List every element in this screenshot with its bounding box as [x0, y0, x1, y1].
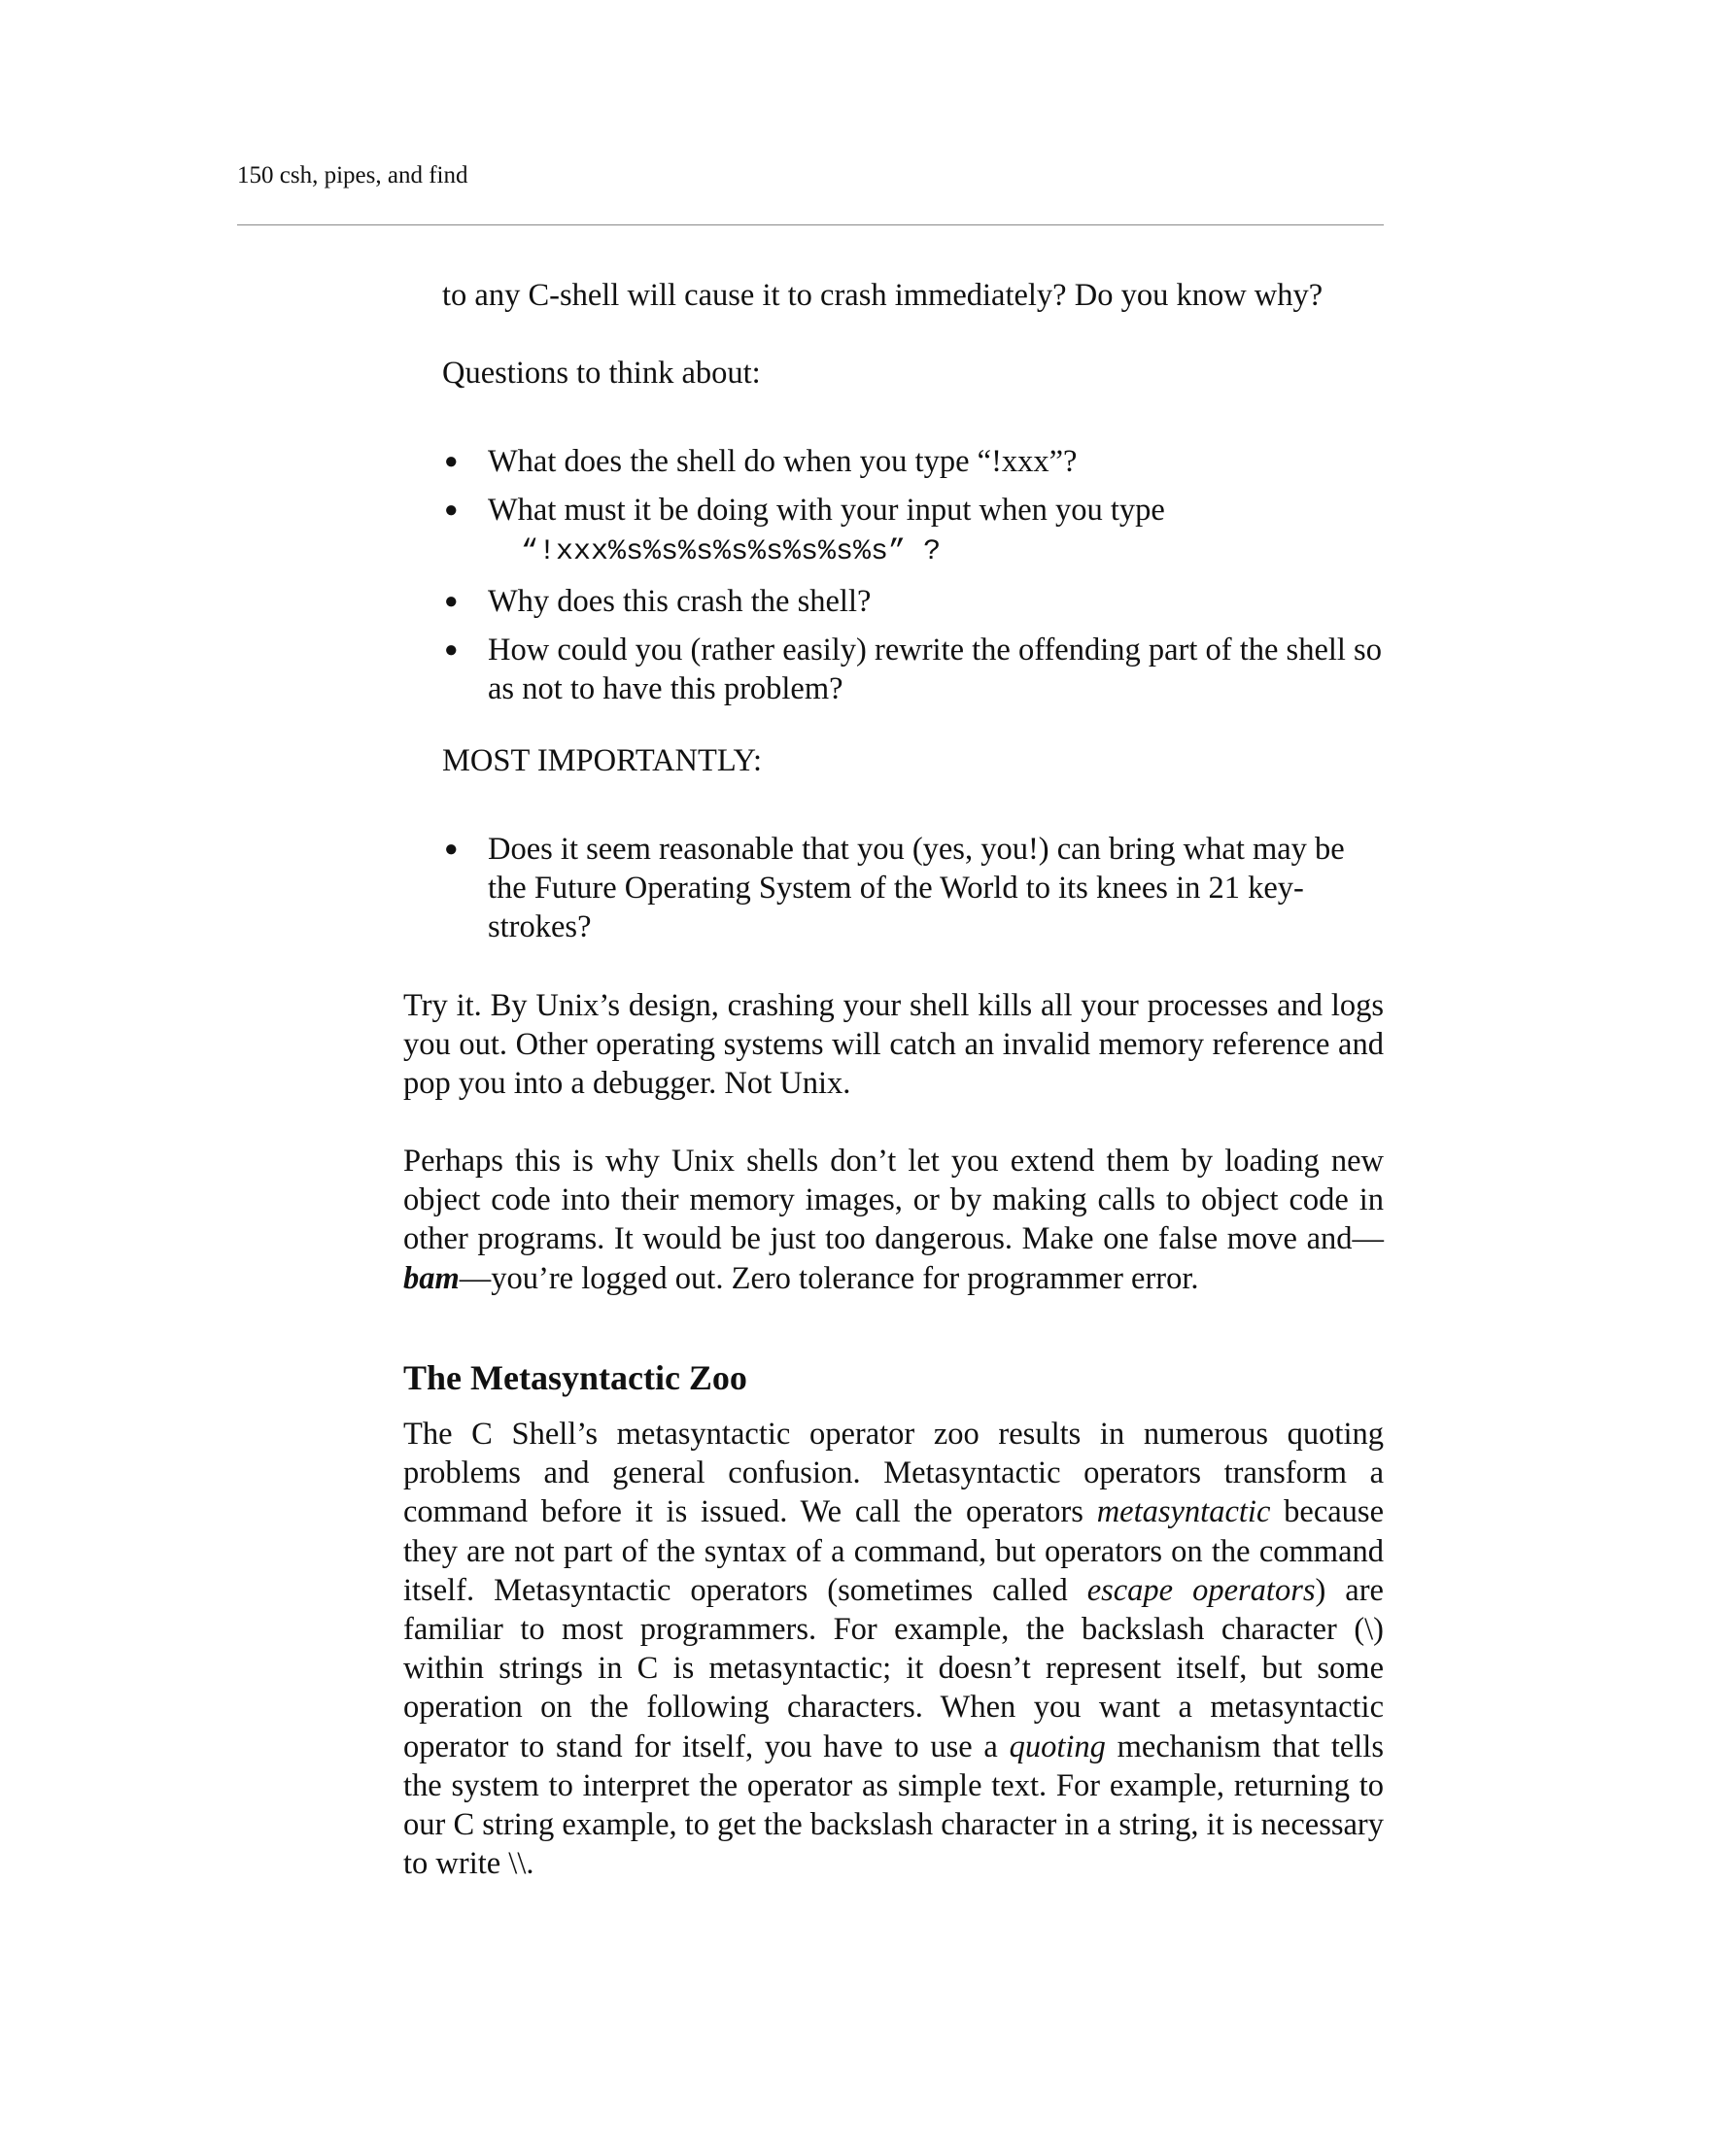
list-item — [442, 442, 1384, 481]
important-label — [442, 741, 1384, 780]
list-item — [442, 582, 1384, 621]
zoo-emphasis-3: quoting — [1009, 1728, 1106, 1764]
bullet-icon: ● — [444, 449, 459, 474]
list-item — [442, 830, 1384, 947]
bullet-icon: ● — [444, 497, 459, 524]
questions-list — [442, 442, 1384, 708]
input-example: “!xxx%s%s%s%s%s%s%s%s” ? — [521, 535, 942, 569]
bullet-icon: ● — [444, 636, 459, 663]
paragraph-perhaps-text — [403, 1142, 1384, 1298]
paragraph-try — [403, 986, 1384, 1104]
perhaps-after: —you’re logged out. Zero tolerance for programmer error. — [459, 1260, 1199, 1296]
bullet-icon: ● — [444, 588, 459, 614]
perhaps-before: Perhaps this is why Unix shells don’t let you extend them by loading new object code into their memory images, or by making calls to object code in other programs. It would be just too dangerous. Make one false move and— — [403, 1144, 1384, 1257]
header-rule — [237, 224, 1384, 225]
zoo-part-2: because they are not part of the syntax of a command, but operators on the command itself. Metasyntactic operators (sometimes called — [403, 1494, 1384, 1608]
zoo-part-3: ) are familiar to most programmers. For example, the backslash character (\) within strings in C is metasyntactic; it doesn’t represent itself, but some operation on the following characters. When you want a metasyntactic operator to stand for itself, you have to use a — [403, 1572, 1384, 1764]
question-text: Why does this crash the shell? — [488, 583, 872, 619]
intro-line — [442, 276, 1384, 315]
paragraph-zoo — [403, 1415, 1384, 1883]
paragraph-zoo-text — [403, 1415, 1384, 1883]
question-text: What must it be doing with your input when you type — [488, 493, 1165, 529]
paragraph-perhaps — [403, 1142, 1384, 1298]
important-list — [442, 830, 1384, 947]
important-text: Does it seem reasonable that you (yes, you!) can bring what may be the Future Operating System of the World to its knees in 21 key-strokes? — [488, 832, 1345, 945]
list-item — [442, 491, 1384, 571]
zoo-emphasis-1: metasyntactic — [1096, 1494, 1271, 1530]
section-heading: The Metasyntactic Zoo — [403, 1358, 747, 1397]
zoo-part-1: The C Shell’s metasyntactic operator zoo results in numerous quoting problems and general confusion. Metasyntactic operators transform a command before it is issued. We call the operators — [403, 1417, 1384, 1530]
running-head: 150 csh, pipes, and find — [237, 162, 468, 188]
questions-label-text: Questions to think about: — [442, 356, 761, 391]
question-text: What does the shell do when you type “!xxx”? — [488, 444, 1078, 479]
paragraph-try-text: Try it. By Unix’s design, crashing your shell kills all your processes and logs you out. Other operating systems will catch an invalid memory reference and pop you into a debugger. Not Unix. — [403, 988, 1384, 1102]
zoo-emphasis-2: escape operators — [1086, 1572, 1316, 1608]
bullet-icon: ● — [444, 837, 459, 862]
important-label-text: MOST IMPORTANTLY: — [442, 743, 762, 778]
intro-text: to any C-shell will cause it to crash immediately? Do you know why? — [442, 278, 1324, 313]
zoo-part-4: mechanism that tells the system to interpret the operator as simple text. For example, returning to our C string example, to get the backslash character in a string, it is necessary to write \\. — [403, 1728, 1384, 1882]
question-text: How could you (rather easily) rewrite the offending part of the shell so as not to have this problem? — [488, 632, 1382, 707]
list-item — [442, 631, 1384, 708]
perhaps-emphasis: bam — [403, 1260, 460, 1296]
questions-label — [442, 354, 1384, 393]
